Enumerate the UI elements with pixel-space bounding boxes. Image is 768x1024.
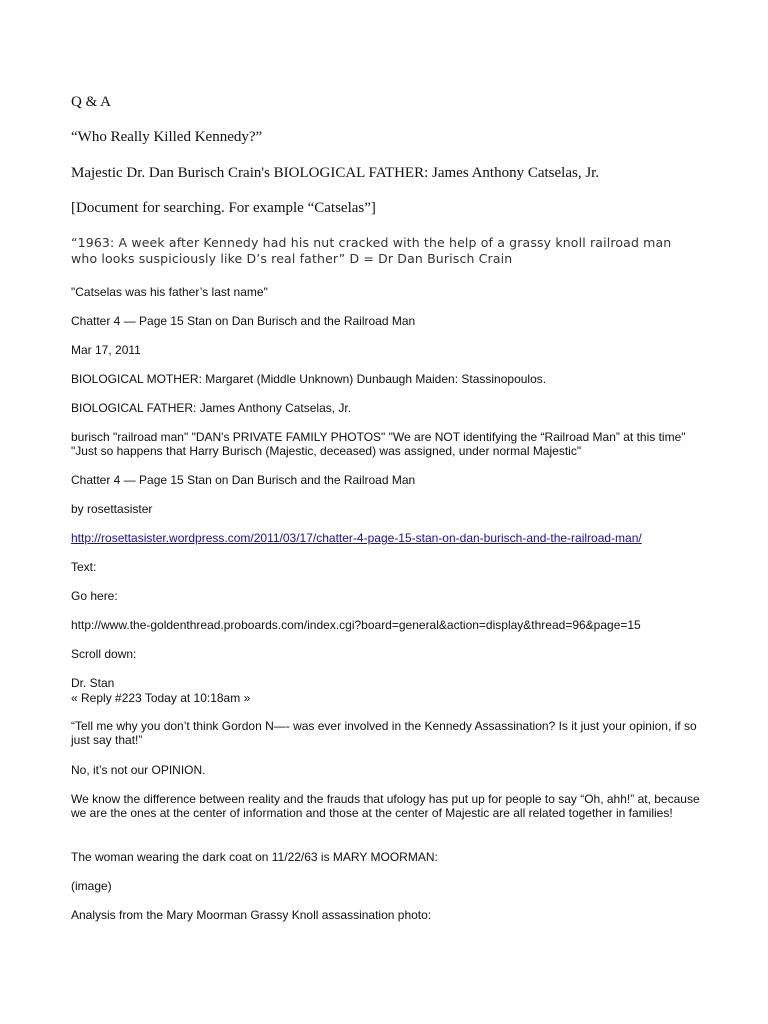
question-quote: “Tell me why you don’t think Gordon N—- was ever involved in the Kennedy Assassination? Is it just your opinion, if so just say that!” [71,719,697,747]
heading-title: “Who Really Killed Kennedy?” [71,129,263,145]
reply-header [71,676,703,706]
blog-link[interactable]: http://rosettasister.wordpress.com/2011/03/17/chatter-4-page-15-stan-on-dan-burisch-and-the-railroad-man/ [71,531,642,545]
search-terms: burisch "railroad man" "DAN's PRIVATE FAMILY PHOTOS" "We are NOT identifying the “Railroad Man” at this time" "Just so happens that Harry Burisch (Majestic, deceased) was assigned, under normal Majestic" [71,430,686,458]
quote-1963: “1963: A week after Kennedy had his nut cracked with the help of a grassy knoll railroad man who looks suspiciously like D’s real father” D = Dr Dan Burisch Crain [71,235,672,266]
scroll-down-label: Scroll down: [71,647,137,661]
biological-mother: BIOLOGICAL MOTHER: Margaret (Middle Unknown) Dunbaugh Maiden: Stassinopoulos. [71,372,547,386]
moorman-line: The woman wearing the dark coat on 11/22/63 is MARY MOORMAN: [71,850,438,864]
image-placeholder: (image) [71,879,112,893]
post-date: Mar 17, 2011 [71,343,141,357]
go-here-label: Go here: [71,589,118,603]
answer-text: No, it’s not our OPINION. [71,763,206,777]
heading-father: Majestic Dr. Dan Burisch Crain's BIOLOGICAL FATHER: James Anthony Catselas, Jr. [71,165,600,181]
byline: by rosettasister [71,502,153,516]
text-label: Text: [71,560,97,574]
reply-author: Dr. Stan [71,676,115,690]
catselas-quote: "Catselas was his father’s last name" [71,285,268,299]
heading-search-note: [Document for searching. For example “Catselas”] [71,200,376,216]
chatter-title-1: Chatter 4 — Page 15 Stan on Dan Burisch and the Railroad Man [71,314,416,328]
chatter-title-2: Chatter 4 — Page 15 Stan on Dan Burisch and the Railroad Man [71,473,416,487]
biological-father: BIOLOGICAL FATHER: James Anthony Catselas, Jr. [71,401,352,415]
heading-qa: Q & A [71,94,112,110]
analysis-line: Analysis from the Mary Moorman Grassy Knoll assassination photo: [71,908,432,922]
forum-url: http://www.the-goldenthread.proboards.com/index.cgi?board=general&action=display&thread=96&page=15 [71,618,641,632]
reply-meta: « Reply #223 Today at 10:18am » [71,691,251,705]
ufology-paragraph: We know the difference between reality and the frauds that ufology has put up for people to say “Oh, ahh!” at, because we are the ones at the center of information and those at the center of Majestic are all related together in families! [71,792,700,820]
